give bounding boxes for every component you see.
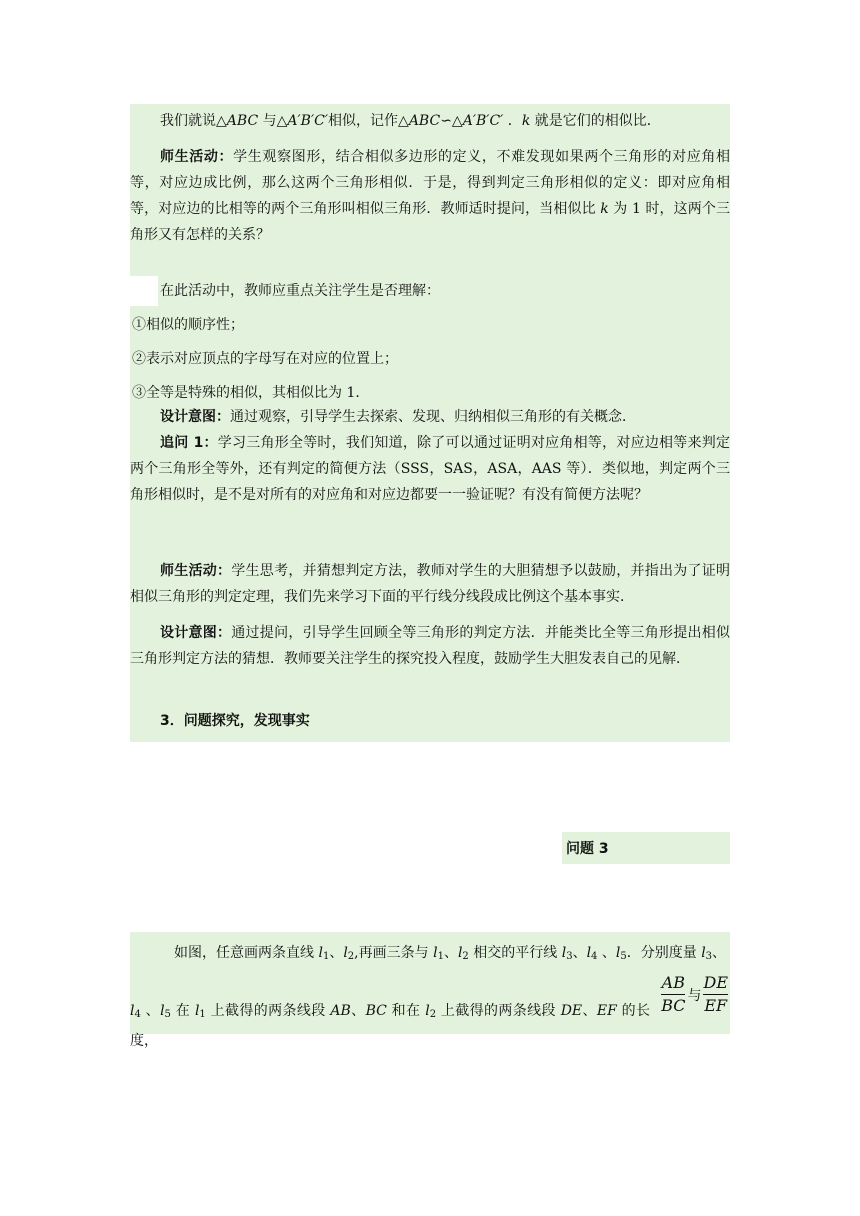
problem-label-block <box>562 832 730 864</box>
lesson-content-block <box>130 104 730 742</box>
follow-up-question-1: 追问 1：学习三角形全等时，我们知道，除了可以通过证明对应角相等，对应边相等来判定两个三角形全等外，还有判定的简便方法（SSS，SAS，ASA，AAS 等）．类似地，判定两个三角形相似时，是不是对所有的对应角和对应边都要一一验证呢？有没有简便方法呢？ <box>130 435 730 503</box>
teacher-student-activity-2: 师生活动：学生思考，并猜想判定方法，教师对学生的大胆猜想予以鼓励，并指出为了证明相似三角形的判定定理，我们先来学习下面的平行线分线段成比例这个基本事实． <box>130 563 731 605</box>
focus-note: 在此活动中，教师应重点关注学生是否理解： <box>160 283 440 299</box>
list-item: ①相似的顺序性； <box>132 317 244 333</box>
problem-3-label: 问题 3 <box>566 841 609 857</box>
ratio-comparison: $\frac{AB}{BC}$ 与 $\frac{DE}{EF}$ <box>661 973 728 1015</box>
fraction-ab-bc: $\frac{AB}{BC}$ <box>661 973 686 1015</box>
list-item: ②表示对应顶点的字母写在对应的位置上； <box>132 351 398 367</box>
design-intent-1: 设计意图：通过观察，引导学生去探索、发现、归纳相似三角形的有关概念． <box>160 409 636 425</box>
problem-3-content <box>130 932 730 1049</box>
problem-3-text-line2: $l_4$ 、$l_5$ 在 $l_1$ 上截得的两条线段 AB、BC 和在 $l_2$ 上截得的两条线段 DE、EF 的长度， <box>130 1003 651 1049</box>
fraction-de-ef: $\frac{DE}{EF}$ <box>703 973 728 1015</box>
list-item: ③全等是特殊的相似，其相似比为 1． <box>132 385 370 401</box>
design-intent-2: 设计意图：通过提问，引导学生回顾全等三角形的判定方法．并能类比全等三角形提出相似三角形判定方法的猜想．教师要关注学生的探究投入程度，鼓励学生大胆发表自己的见解． <box>130 625 731 667</box>
teacher-student-activity-1: 师生活动：学生观察图形，结合相似多边形的定义，不难发现如果两个三角形的对应角相等，对应边成比例，那么这两个三角形相似．于是，得到判定三角形相似的定义：即对应角相等，对应边的比相等的两个三角形叫相似三角形．教师适时提问，当相似比 k 为 1 时，这两个三角形又有怎样的关系？ <box>130 149 731 243</box>
problem-3-text: 如图，任意画两条直线 $l_1$、$l_2$,再画三条与 $l_1$、$l_2$ 相交的平行线 $l_3$、$l_4$ 、$l_5$．分别度量 $l_3$、 <box>174 945 727 962</box>
section-heading: 3．问题探究，发现事实 <box>160 713 310 729</box>
similarity-statement: 我们就说△ABC 与△A′B′C′相似，记作△ABC∽△A′B′C′ ．k 就是它们的相似比． <box>160 113 661 129</box>
